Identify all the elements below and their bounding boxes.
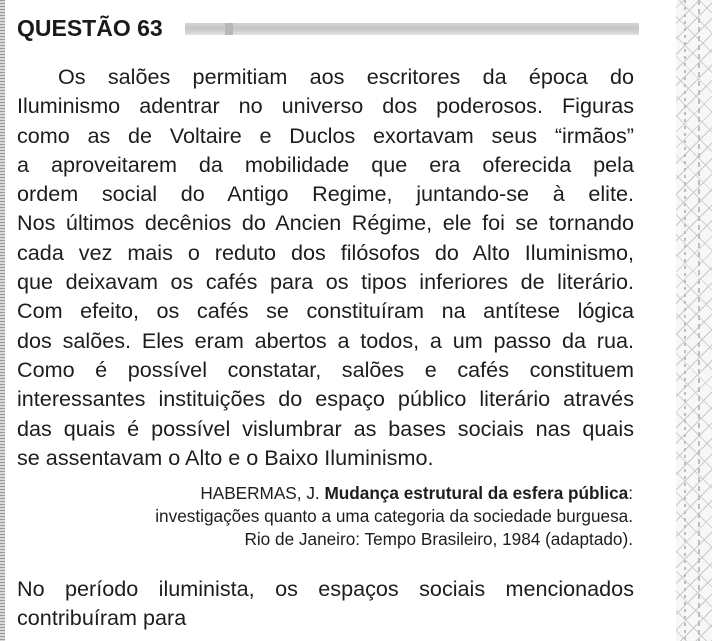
- source-citation: [17, 482, 633, 550]
- passage-line: Os salões permitiam aos escritores da época do: [58, 64, 634, 89]
- passage-line: a aproveitarem da mobilidade que era oferecida pela: [17, 151, 634, 177]
- right-decorative-pattern: [676, 0, 712, 641]
- passage-text: [17, 62, 634, 472]
- passage-line: interessantes instituições do espaço público literário através: [17, 386, 634, 412]
- passage-line: Nos últimos decênios do Ancien Régime, ele foi se tornando: [17, 210, 634, 236]
- citation-subtitle: investigações quanto a uma categoria da sociedade burguesa.: [155, 505, 633, 526]
- citation-colon: :: [628, 483, 633, 503]
- citation-author: HABERMAS, J.: [200, 483, 325, 503]
- citation-line-author: [17, 482, 633, 505]
- header-rule: [185, 23, 639, 35]
- left-decorative-border: [0, 0, 5, 641]
- citation-book-title: Mudança estrutural da esfera pública: [324, 483, 629, 503]
- prompt-line: No período iluminista, os espaços sociais mencionados: [17, 576, 634, 601]
- passage-line: das quais é possível vislumbrar as bases sociais nas quais: [17, 415, 634, 441]
- passage-line: Com efeito, os cafés se constituíram na antítese lógica: [17, 298, 634, 324]
- question-title: QUESTÃO 63: [17, 14, 163, 41]
- passage-line: ordem social do Antigo Regime, juntando-se à elite.: [17, 181, 634, 207]
- question-header: [17, 11, 639, 45]
- citation-publication: Rio de Janeiro: Tempo Brasileiro, 1984 (adaptado).: [244, 528, 633, 549]
- passage-line: dos salões. Eles eram abertos a todos, a um passo da rua.: [17, 327, 634, 353]
- prompt-line: contribuíram para: [17, 605, 187, 631]
- question-prompt: [17, 574, 634, 633]
- passage-line: Iluminismo adentrar no universo dos poderosos. Figuras: [17, 93, 634, 119]
- passage-line: como as de Voltaire e Duclos exortavam seus “irmãos”: [17, 122, 634, 148]
- passage-line: que deixavam os cafés para os tipos inferiores de literário.: [17, 269, 634, 295]
- passage-line: cada vez mais o reduto dos filósofos do Alto Iluminismo,: [17, 239, 634, 265]
- passage-line: Como é possível constatar, salões e cafés constituem: [17, 356, 634, 382]
- passage-line: se assentavam o Alto e o Baixo Iluminismo.: [17, 444, 434, 470]
